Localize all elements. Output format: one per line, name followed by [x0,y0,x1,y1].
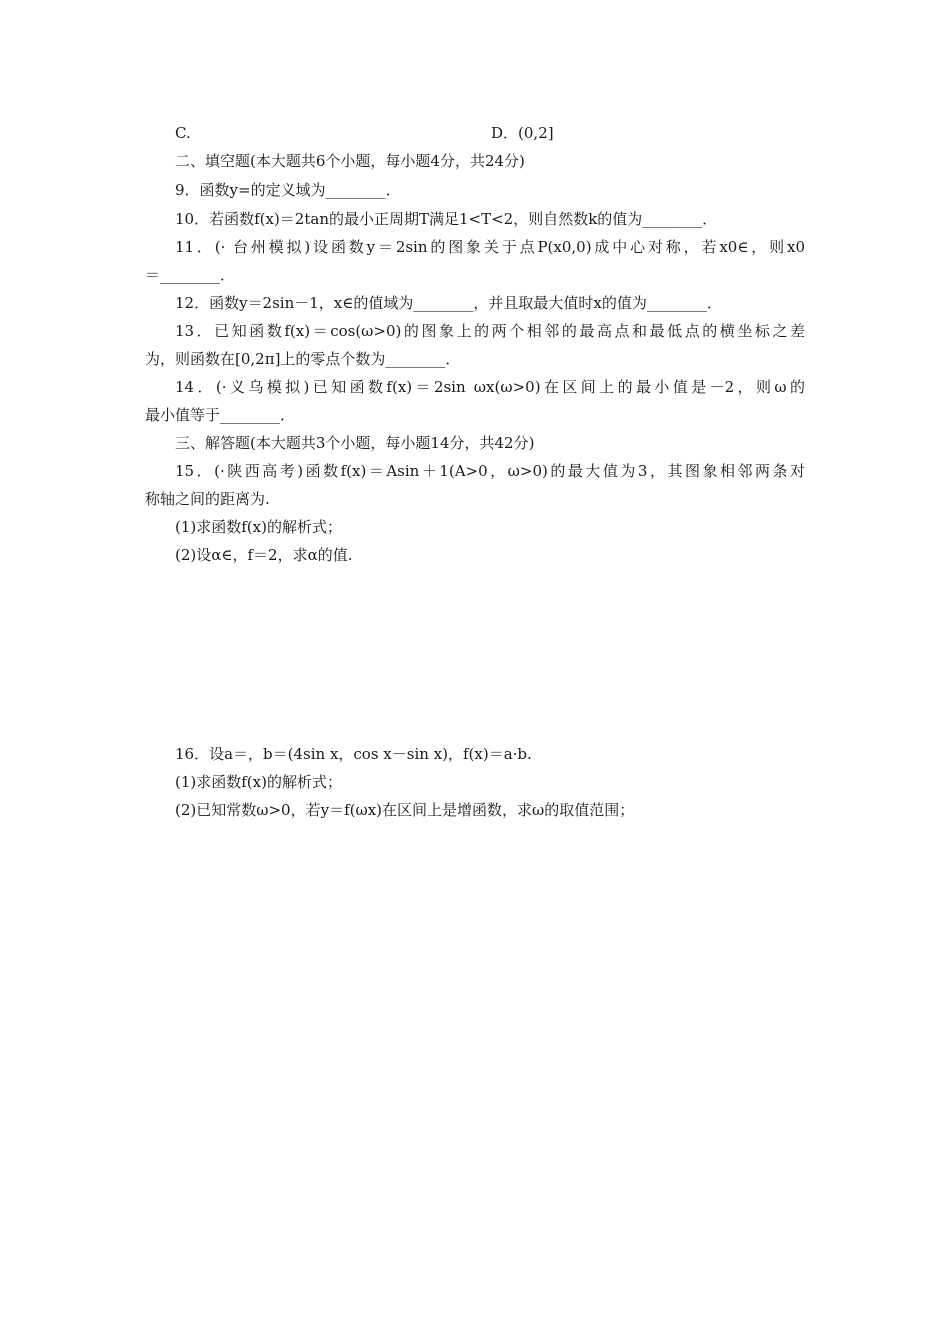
question-10: 10．若函数f(x)＝2tan的最小正周期T满足1<T<2，则自然数k的值为________． [175,210,718,228]
question-14-line-2: 最小值等于________． [145,406,296,424]
question-16-part-1: (1)求函数f(x)的解析式； [175,773,342,791]
question-11-line-1: 11．(· 台州模拟)设函数y＝2sin的图象关于点P(x0,0)成中心对称，若x0∈，则x0 [175,238,805,256]
option-d: D．(0,2] [491,124,554,142]
question-14-line-1: 14．(·义乌模拟)已知函数f(x)＝2sin ωx(ω>0)在区间上的最小值是－2，则ω的 [175,378,805,396]
section-3-heading: 三、解答题(本大题共3个小题，每小题14分，共42分) [175,434,535,452]
question-16-line-1: 16．设a＝，b＝(4sin x，cos x－sin x)，f(x)＝a·b. [175,745,532,763]
question-13-line-1: 13．已知函数f(x)＝cos(ω>0)的图象上的两个相邻的最高点和最低点的横坐标之差 [175,322,805,340]
option-c: C. [175,124,191,142]
question-12: 12．函数y＝2sin－1，x∈的值域为________，并且取最大值时x的值为________． [175,294,722,312]
question-13-line-2: 为，则函数在[0,2π]上的零点个数为________． [145,350,461,368]
question-11-line-2: ＝________． [145,266,236,284]
question-16-part-2: (2)已知常数ω>0，若y＝f(ωx)在区间上是增函数，求ω的取值范围； [175,801,635,819]
question-15-part-2: (2)设α∈，f＝2，求α的值. [175,546,353,564]
section-2-heading: 二、填空题(本大题共6个小题，每小题4分，共24分) [175,152,525,170]
question-15-line-2: 称轴之间的距离为. [145,490,270,508]
question-15-line-1: 15．(·陕西高考)函数f(x)＝Asin＋1(A>0，ω>0)的最大值为3，其图象相邻两条对 [175,462,805,480]
question-15-part-1: (1)求函数f(x)的解析式； [175,518,342,536]
question-9: 9．函数y=的定义域为________． [175,181,401,199]
